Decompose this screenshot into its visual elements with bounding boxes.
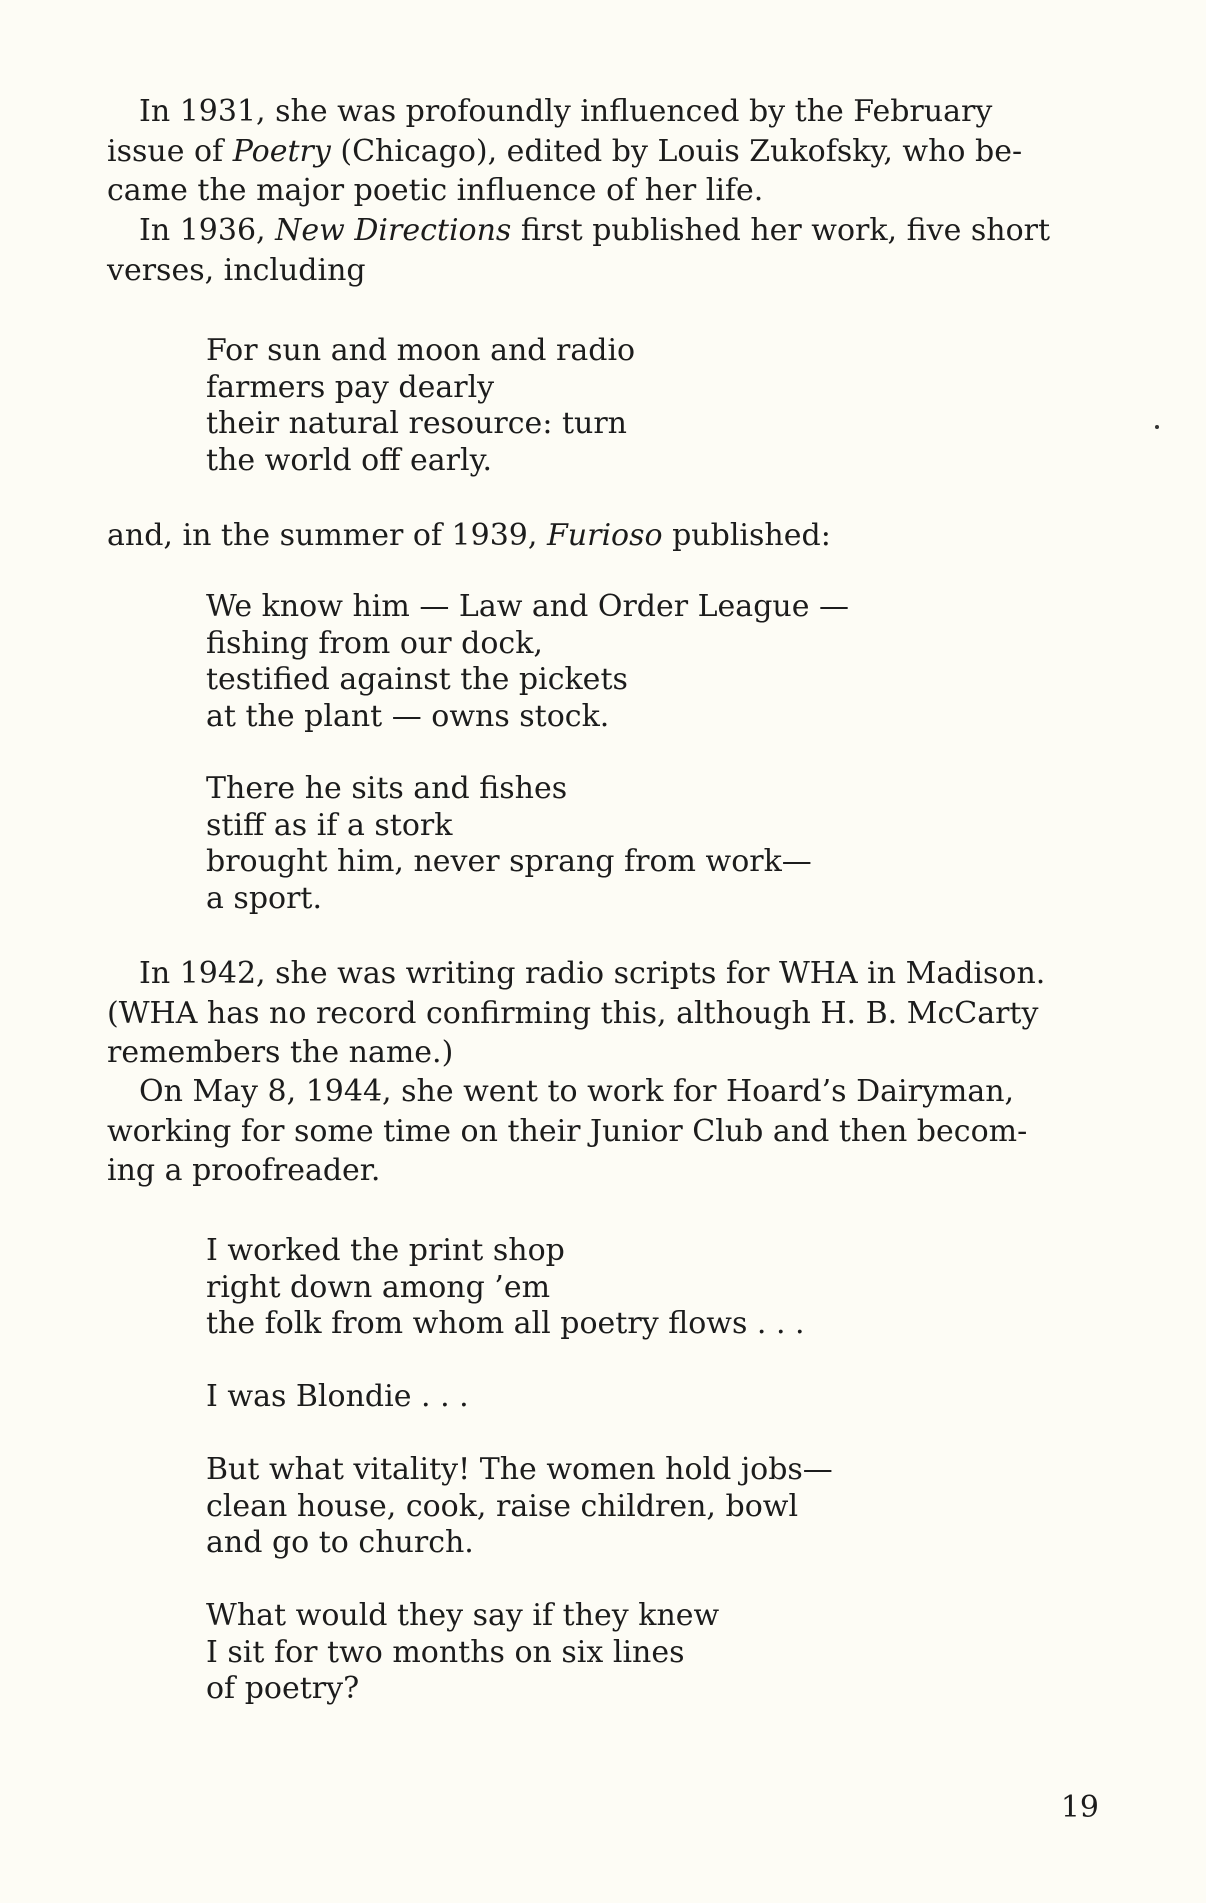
text-line: In 1931, she was profoundly influenced by the February <box>139 94 993 129</box>
poem-line: I was Blondie . . . <box>206 1379 469 1414</box>
text-line <box>107 132 1102 172</box>
paragraph-1939 <box>107 516 1102 556</box>
poem-print-shop-stanza-2 <box>206 1379 469 1416</box>
paragraph-1931 <box>107 92 1102 211</box>
poem-line: their natural resource: turn <box>206 406 627 441</box>
poem-line: the folk from whom all poetry flows . . . <box>206 1306 805 1341</box>
poem-line: fishing from our dock, <box>206 625 543 661</box>
poem-line: For sun and moon and radio <box>206 333 636 368</box>
paragraph-1944 <box>107 1072 1102 1191</box>
poem-league-stanza-1 <box>206 589 849 735</box>
text-span: In 1936, <box>139 213 276 248</box>
text-line: ing a proofreader. <box>107 1153 381 1188</box>
poem-line: right down among ’em <box>206 1269 551 1305</box>
text-span: issue of <box>107 133 233 169</box>
poem-line: a sport. <box>206 880 323 916</box>
poem-radio <box>206 333 635 479</box>
poem-line: There he sits and fishes <box>206 771 568 806</box>
poem-line: of poetry? <box>206 1671 360 1706</box>
text-span: published: <box>662 518 831 553</box>
text-line: working for some time on their Junior Club and then becom- <box>107 1113 1028 1149</box>
text-span: (Chicago), edited by Louis Zukofsky, who be- <box>330 133 1023 169</box>
paragraph-1942 <box>107 954 1102 1073</box>
poem-line: brought him, never sprang from work— <box>206 844 812 879</box>
poem-line: clean house, cook, raise children, bowl <box>206 1488 799 1524</box>
poem-line: What would they say if they knew <box>206 1598 720 1633</box>
poem-line: testified against the pickets <box>206 662 628 697</box>
text-line: (WHA has no record confirming this, although H. B. McCarty <box>107 995 1039 1031</box>
poem-line: and go to church. <box>206 1525 474 1560</box>
text-span: first published her work, five short <box>511 213 1051 248</box>
text-line: remembers the name.) <box>107 1035 454 1070</box>
poem-line: I sit for two months on six lines <box>206 1634 685 1670</box>
poem-line: stiff as if a stork <box>206 807 453 843</box>
page-number: 19 <box>1060 1790 1099 1825</box>
ink-speck <box>1155 425 1159 429</box>
poem-print-shop-stanza-3 <box>206 1452 833 1562</box>
text-span: and, in the summer of 1939, <box>107 518 547 553</box>
poem-league-stanza-2 <box>206 771 812 917</box>
text-line: verses, including <box>107 252 366 288</box>
text-line <box>107 211 1102 251</box>
poem-line: We know him — Law and Order League — <box>206 589 850 624</box>
italic-title-new-directions: New Directions <box>275 213 512 248</box>
text-line: came the major poetic influence of her life. <box>107 173 764 208</box>
paragraph-1936 <box>107 211 1102 290</box>
poem-line: at the plant — owns stock. <box>206 698 610 734</box>
poem-line: I worked the print shop <box>206 1233 565 1268</box>
poem-print-shop-stanza-4 <box>206 1598 719 1708</box>
poem-print-shop-stanza-1 <box>206 1233 805 1343</box>
poem-line: But what vitality! The women hold jobs— <box>206 1452 833 1487</box>
italic-title-poetry: Poetry <box>232 133 331 169</box>
poem-line: farmers pay dearly <box>206 369 495 405</box>
poem-line: the world off early. <box>206 442 493 478</box>
italic-title-furioso: Furioso <box>546 518 663 553</box>
text-line: In 1942, she was writing radio scripts for WHA in Madison. <box>139 956 1046 991</box>
text-line: On May 8, 1944, she went to work for Hoard’s Dairyman, <box>139 1074 1015 1109</box>
text-line <box>107 516 1102 556</box>
